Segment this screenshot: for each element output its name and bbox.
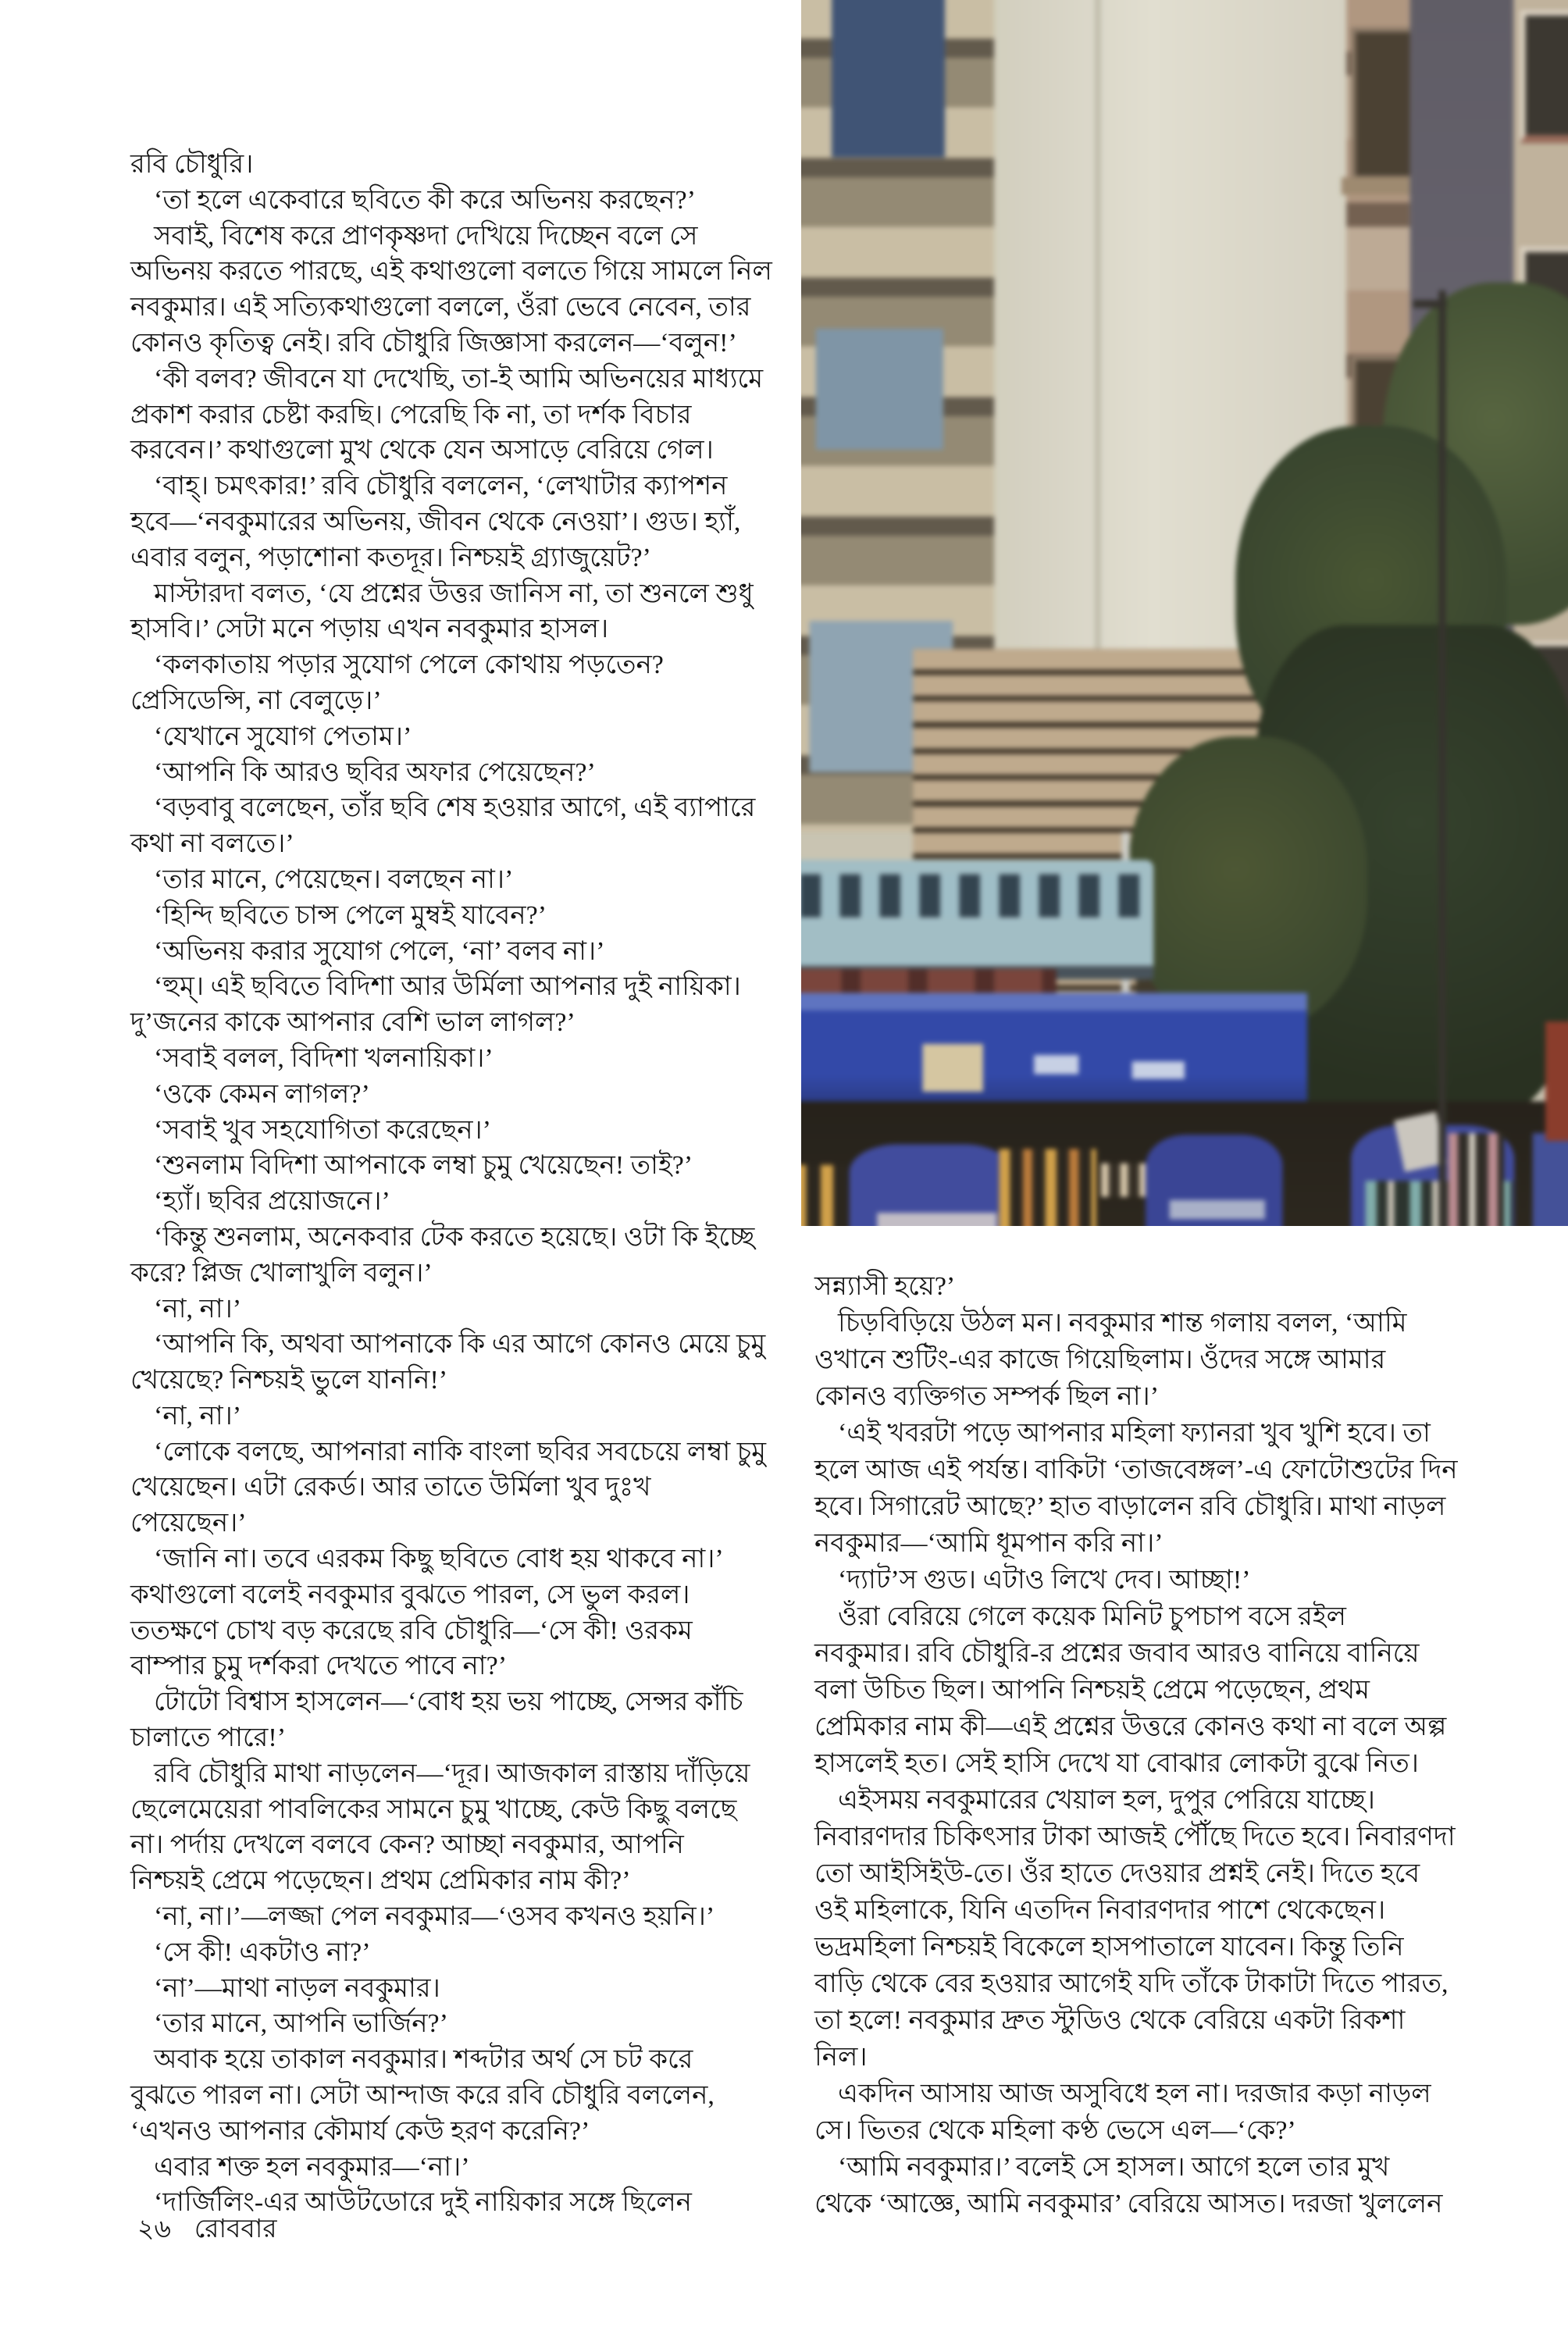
text-line: হলে আজ এই পর্যন্ত। বাকিটা ‘তাজবেঙ্গল’-এ ফোটোশুটের দিন <box>814 1456 1458 1484</box>
text-line: ‘তার মানে, আপনি ভার্জিন?’ <box>154 2009 448 2039</box>
text-line: এইসময় নবকুমারের খেয়াল হল, দুপুর পেরিয়ে যাচ্ছে। <box>838 1786 1375 1815</box>
text-line: ‘বাহ্‌। চমৎকার!’ রবি চৌধুরি বললেন, ‘লেখাটার ক্যাপশন <box>154 472 728 501</box>
text-line: ‘ওকে কেমন লাগল?’ <box>154 1079 370 1109</box>
photo-window <box>1351 27 1415 180</box>
text-line: মাস্টারদা বলত, ‘যে প্রশ্নের উত্তর জানিস না, তা শুনলে শুধু <box>154 579 754 608</box>
text-line: ততক্ষণে চোখ বড় করেছে রবি চৌধুরি—‘সে কী! ওরকম <box>130 1616 693 1645</box>
text-line: ‘হুম্‌। এই ছবিতে বিদিশা আর উর্মিলা আপনার দুই নায়িকা। <box>154 972 741 1002</box>
text-line: ‘লোকে বলছে, আপনারা নাকি বাংলা ছবির সবচেয়ে লম্বা চুমু <box>154 1437 767 1466</box>
text-line: নিশ্চয়ই প্রেমে পড়েছেন। প্রথম প্রেমিকার নাম কী?’ <box>130 1866 631 1896</box>
photo-tarp-mark <box>1034 1055 1078 1074</box>
text-line: একদিন আসায় আজ অসুবিধে হল না। দরজার কড়া নাড়ল <box>838 2079 1431 2108</box>
text-line: করে? প্লিজ খোলাখুলি বলুন।’ <box>130 1258 433 1288</box>
photo-tarpaulin <box>801 993 1307 1111</box>
photo-lamp-pole <box>1438 290 1445 1226</box>
text-line: বলা উচিত ছিল। আপনি নিশ্চয়ই প্রেমে পড়েছেন, প্রথম <box>814 1676 1370 1705</box>
text-line: চিড়বিড়িয়ে উঠল মন। নবকুমার শান্ত গলায় বলল, ‘আমি <box>838 1309 1407 1338</box>
photo-window <box>832 0 945 158</box>
photo-yellow-poles <box>801 1165 846 1226</box>
photo-umbrella-bar <box>1170 1200 1265 1219</box>
text-line: নিবারণদার চিকিৎসার টাকা আজই পৌঁছে দিতে হবে। নিবারণদা <box>814 1823 1456 1851</box>
text-line: অবাক হয়ে তাকাল নবকুমার। শব্দটার অর্থ সে চট করে <box>154 2045 693 2075</box>
text-line: প্রেমিকার নাম কী—এই প্রশ্নের উত্তরে কোনও কথা না বলে অল্প <box>814 1712 1447 1741</box>
text-line: ‘দার্জিলিং-এর আউটডোরে দুই নায়িকার সঙ্গে ছিলেন <box>154 2188 692 2218</box>
page-footer <box>137 2208 277 2252</box>
text-line: কোনও ব্যক্তিগত সম্পর্ক ছিল না।’ <box>814 1382 1160 1411</box>
text-line: নবকুমার। এই সত্যিকথাগুলো বললে, ওঁরা ভেবে নেবেন, তার <box>130 293 751 323</box>
story-column-left <box>130 147 772 2221</box>
text-line: ‘হিন্দি ছবিতে চান্স পেলে মুম্বই যাবেন?’ <box>154 900 547 930</box>
text-line: হাসবি।’ সেটা মনে পড়ায় এখন নবকুমার হাসল। <box>130 615 609 644</box>
photo-red-accent <box>1545 1021 1568 1141</box>
text-line: ‘এখনও আপনার কৌমার্য কেউ হরণ করেনি?’ <box>130 2116 590 2146</box>
text-line: ‘আপনি কি আরও ছবির অফার পেয়েছেন?’ <box>154 757 596 787</box>
text-line: বাড়ি থেকে বের হওয়ার আগেই যদি তাঁকে টাকাটা দিতে পারত, <box>814 1969 1449 1998</box>
text-line: ছেলেমেয়েরা পাবলিকের সামনে চুমু খাচ্ছে, কেউ কিছু বলছে <box>130 1794 737 1824</box>
text-line: দু’জনের কাকে আপনার বেশি ভাল লাগল?’ <box>130 1008 576 1038</box>
photo-lamp-arm <box>1413 300 1447 308</box>
text-line: ‘আমি নবকুমার।’ বলেই সে হাসল। আগে হলে তার মুখ <box>838 2153 1390 2182</box>
text-line: ‘তা হলে একেবারে ছবিতে কী করে অভিনয় করছেন?’ <box>154 185 696 215</box>
text-line: সন্ন্যাসী হয়ে?’ <box>814 1272 956 1301</box>
text-line: ‘সবাই খুব সহযোগিতা করেছেন।’ <box>154 1115 492 1145</box>
text-line: ভদ্রমহিলা নিশ্চয়ই বিকেলে হাসপাতালে যাবেন। কিন্তু তিনি <box>814 1933 1404 1962</box>
text-line: এবার শক্ত হল নবকুমার—‘না।’ <box>154 2152 470 2182</box>
text-line: হাসলেই হত। সেই হাসি দেখে যা বোঝার লোকটা বুঝে নিত। <box>814 1749 1419 1778</box>
text-line: না। পর্দায় দেখলে বলবে কেন? আচ্ছা নবকুমার, আপনি <box>130 1830 684 1860</box>
photo-umbrella-bar <box>877 1213 996 1226</box>
photo-tree <box>1128 736 1367 1031</box>
text-line: ‘অভিনয় করার সুযোগ পেলে, ‘না’ বলব না।’ <box>154 936 605 966</box>
text-line: ওঁরা বেরিয়ে গেলে কয়েক মিনিট চুপচাপ বসে রইল <box>838 1602 1346 1631</box>
text-line: করবেন।’ কথাগুলো মুখ থেকে যেন অসাড়ে বেরিয়ে গেল। <box>130 436 714 465</box>
text-line: কথাগুলো বলেই নবকুমার বুঝতে পারল, সে ভুল করল। <box>130 1580 690 1609</box>
text-line: ‘তার মানে, পেয়েছেন। বলছেন না।’ <box>154 864 514 894</box>
text-line: কোনও কৃতিত্ব নেই। রবি চৌধুরি জিজ্ঞাসা করলেন—‘বলুন!’ <box>130 328 737 358</box>
photo-window <box>816 329 943 450</box>
text-line: পেয়েছেন।’ <box>130 1509 247 1538</box>
text-line: বাম্পার চুমু দর্শকরা দেখতে পাবে না?’ <box>130 1652 508 1681</box>
text-line: রবি চৌধুরি। <box>130 150 254 179</box>
text-line: ‘না, না।’ <box>154 1294 242 1324</box>
text-line: প্রেসিডেন্সি, না বেলুড়ে।’ <box>130 686 382 715</box>
text-line: অভিনয় করতে পারছে, এই কথাগুলো বলতে গিয়ে সামলে নিল <box>130 257 772 287</box>
photo-pink-stripes <box>1449 1133 1504 1226</box>
photo-yellow-stripes <box>999 1149 1096 1226</box>
text-line: ‘না, না।’—লজ্জা পেল নবকুমার—‘ওসব কখনও হয়নি।’ <box>154 1902 715 1932</box>
photo-window <box>1520 10 1568 143</box>
text-line: ‘জানি না। তবে এরকম কিছু ছবিতে বোধ হয় থাকবে না।’ <box>154 1545 724 1574</box>
text-line: থেকে ‘আজ্ঞে, আমি নবকুমার’ বেরিয়ে আসত। দরজা খুললেন <box>814 2190 1443 2218</box>
text-line: খেয়েছে? নিশ্চয়ই ভুলে যাননি!’ <box>130 1366 448 1395</box>
street-photo <box>801 0 1568 1226</box>
text-line: ওই মহিলাকে, যিনি এতদিন নিবারণদার পাশে থেকেছেন। <box>814 1896 1386 1925</box>
text-line: টোটো বিশ্বাস হাসলেন—‘বোধ হয় ভয় পাচ্ছে, সেন্সর কাঁচি <box>154 1687 743 1717</box>
text-line: এবার বলুন, পড়াশোনা কতদূর। নিশ্চয়ই গ্র্যাজুয়েট?’ <box>130 543 651 572</box>
text-line: ‘শুনলাম বিদিশা আপনাকে লম্বা চুমু খেয়েছেন! তাই?’ <box>154 1151 693 1181</box>
text-line: ‘বড়বাবু বলেছেন, তাঁর ছবি শেষ হওয়ার আগে, এই ব্যাপারে <box>154 793 756 823</box>
photo-bus-windows <box>801 875 1142 918</box>
photo-balcony-slab <box>1342 177 1413 194</box>
text-line: ‘না’—মাথা নাড়ল নবকুমার। <box>154 1973 440 2003</box>
text-line: ‘দ্যাট’স গুড। এটাও লিখে দেব। আচ্ছা!’ <box>838 1566 1251 1595</box>
text-line: চালাতে পারে!’ <box>130 1723 287 1753</box>
text-line: ‘কী বলব? জীবনে যা দেখেছি, তা-ই আমি অভিনয়ের মাধ্যমে <box>154 364 764 394</box>
photo-tarp-sign <box>922 1044 983 1092</box>
text-line: ‘কিন্তু শুনলাম, অনেকবার টেক করতে হয়েছে। ওটা কি ইচ্ছে <box>154 1222 755 1252</box>
text-line: ‘যেখানে সুযোগ পেতাম।’ <box>154 722 412 751</box>
text-line: সবাই, বিশেষ করে প্রাণকৃষ্ণদা দেখিয়ে দিচ্ছেন বলে সে <box>154 221 698 251</box>
text-line: ‘আপনি কি, অথবা আপনাকে কি এর আগে কোনও মেয়ে চুমু <box>154 1330 766 1360</box>
text-line: খেয়েছেন। এটা রেকর্ড। আর তাতে উর্মিলা খুব দুঃখ <box>130 1473 651 1502</box>
text-line: ‘কলকাতায় পড়ার সুযোগ পেলে কোথায় পড়তেন? <box>154 650 664 680</box>
text-line: ‘না, না।’ <box>154 1401 242 1431</box>
text-line: বুঝতে পারল না। সেটা আন্দাজ করে রবি চৌধুরি বললেন, <box>130 2081 715 2111</box>
text-line: ‘সবাই বলল, বিদিশা খলনায়িকা।’ <box>154 1043 494 1073</box>
story-column-right <box>814 1268 1458 2222</box>
magazine-name: রোববার <box>194 2215 277 2243</box>
text-line: ‘সে কী! একটাও না?’ <box>154 1937 371 1967</box>
text-line: রবি চৌধুরি মাথা নাড়লেন—‘দূর। আজকাল রাস্তায় দাঁড়িয়ে <box>154 1759 750 1788</box>
text-line: সে। ভিতর থেকে মহিলা কণ্ঠ ভেসে এল—‘কে?’ <box>814 2116 1296 2145</box>
photo-tarp-mark <box>1132 1061 1185 1078</box>
photo-umbrella <box>1533 1133 1568 1226</box>
text-line: হবে—‘নবকুমারের অভিনয়, জীবন থেকে নেওয়া’। গুড। হ্যাঁ, <box>130 507 741 536</box>
text-line: কথা না বলতে।’ <box>130 829 294 859</box>
text-line: তা হলে! নবকুমার দ্রুত স্টুডিও থেকে বেরিয়ে একটা রিকশা <box>814 2006 1406 2035</box>
text-line: ওখানে শুটিং-এর কাজে গিয়েছিলাম। ওঁদের সঙ্গে আমার <box>814 1345 1386 1374</box>
text-line: তো আইসিইউ-তে। ওঁর হাতে দেওয়ার প্রশ্নই নেই। দিতে হবে <box>814 1859 1420 1888</box>
text-line: প্রকাশ করার চেষ্টা করছি। পেরেছি কি না, তা দর্শক বিচার <box>130 400 692 429</box>
text-line: নিল। <box>814 2043 868 2072</box>
text-line: নবকুমার—‘আমি ধূমপান করি না।’ <box>814 1529 1164 1558</box>
text-line: ‘হ্যাঁ। ছবির প্রয়োজনে।’ <box>154 1187 390 1217</box>
text-line: হবে। সিগারেট আছে?’ হাত বাড়ালেন রবি চৌধুরি। মাথা নাড়ল <box>814 1492 1446 1521</box>
page-number: ২৬ <box>137 2215 171 2243</box>
text-line: নবকুমার। রবি চৌধুরি-র প্রশ্নের জবাব আরও বানিয়ে বানিয়ে <box>814 1639 1420 1668</box>
text-line: ‘এই খবরটা পড়ে আপনার মহিলা ফ্যানরা খুব খুশি হবে। তা <box>838 1419 1431 1448</box>
street-photo-art <box>801 0 1568 1226</box>
